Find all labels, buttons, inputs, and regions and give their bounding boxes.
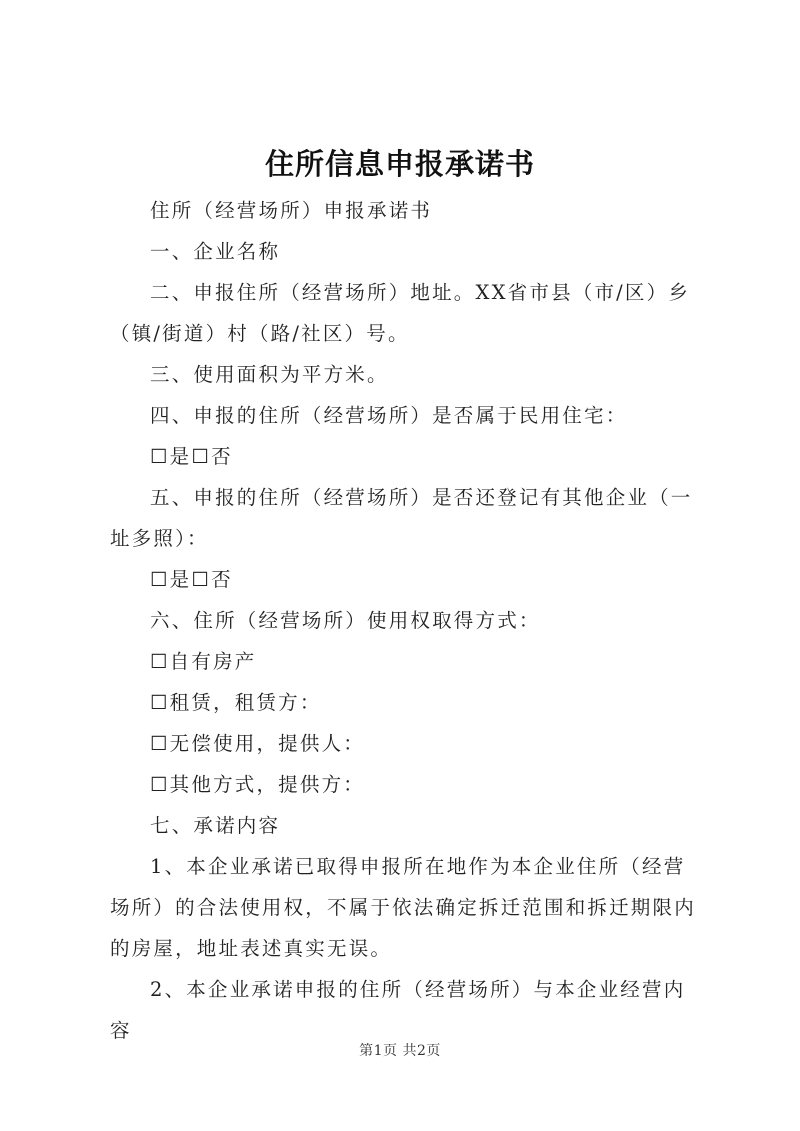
paragraph-subtitle: 住所（经营场所）申报承诺书 xyxy=(150,199,433,222)
paragraph-commitment-heading: 七、承诺内容 xyxy=(150,814,281,837)
paragraph-commitment-2: 2、本企业承诺申报的住所（经营场所）与本企业经营内容 xyxy=(110,978,686,1042)
checkbox-line-residential: ☐是☐否 xyxy=(150,445,233,468)
paragraph-company-name: 一、企业名称 xyxy=(150,240,281,263)
checkbox-line-own-property: ☐自有房产 xyxy=(150,650,257,673)
checkbox-line-free-use: ☐无偿使用，提供人： xyxy=(150,732,365,755)
checkbox-line-multiple-registration: ☐是☐否 xyxy=(150,568,233,591)
paragraph-commitment-1: 1、本企业承诺已取得申报所在地作为本企业住所（经营场所）的合法使用权，不属于依法确定拆迁范围和拆迁期限内的房屋，地址表述真实无误。 xyxy=(110,855,696,960)
checkbox-line-other: ☐其他方式，提供方： xyxy=(150,773,365,796)
document-title: 住所信息申报承诺书 xyxy=(264,147,535,181)
paragraph-residential-question: 四、申报的住所（经营场所）是否属于民用住宅： xyxy=(150,404,628,427)
checkbox-line-lease: ☐租赁，租赁方： xyxy=(150,691,322,714)
paragraph-usage-right: 六、住所（经营场所）使用权取得方式： xyxy=(150,609,541,632)
paragraph-multiple-registration-question: 五、申报的住所（经营场所）是否还登记有其他企业（一址多照）： xyxy=(110,486,693,550)
paragraph-address: 二、申报住所（经营场所）地址。XX省市县（市/区）乡（镇/街道）村（路/社区）号。 xyxy=(110,281,691,345)
paragraph-area: 三、使用面积为平方米。 xyxy=(150,363,389,386)
page-footer: 第1页 共2页 xyxy=(359,1043,441,1059)
document-body xyxy=(110,190,704,1051)
